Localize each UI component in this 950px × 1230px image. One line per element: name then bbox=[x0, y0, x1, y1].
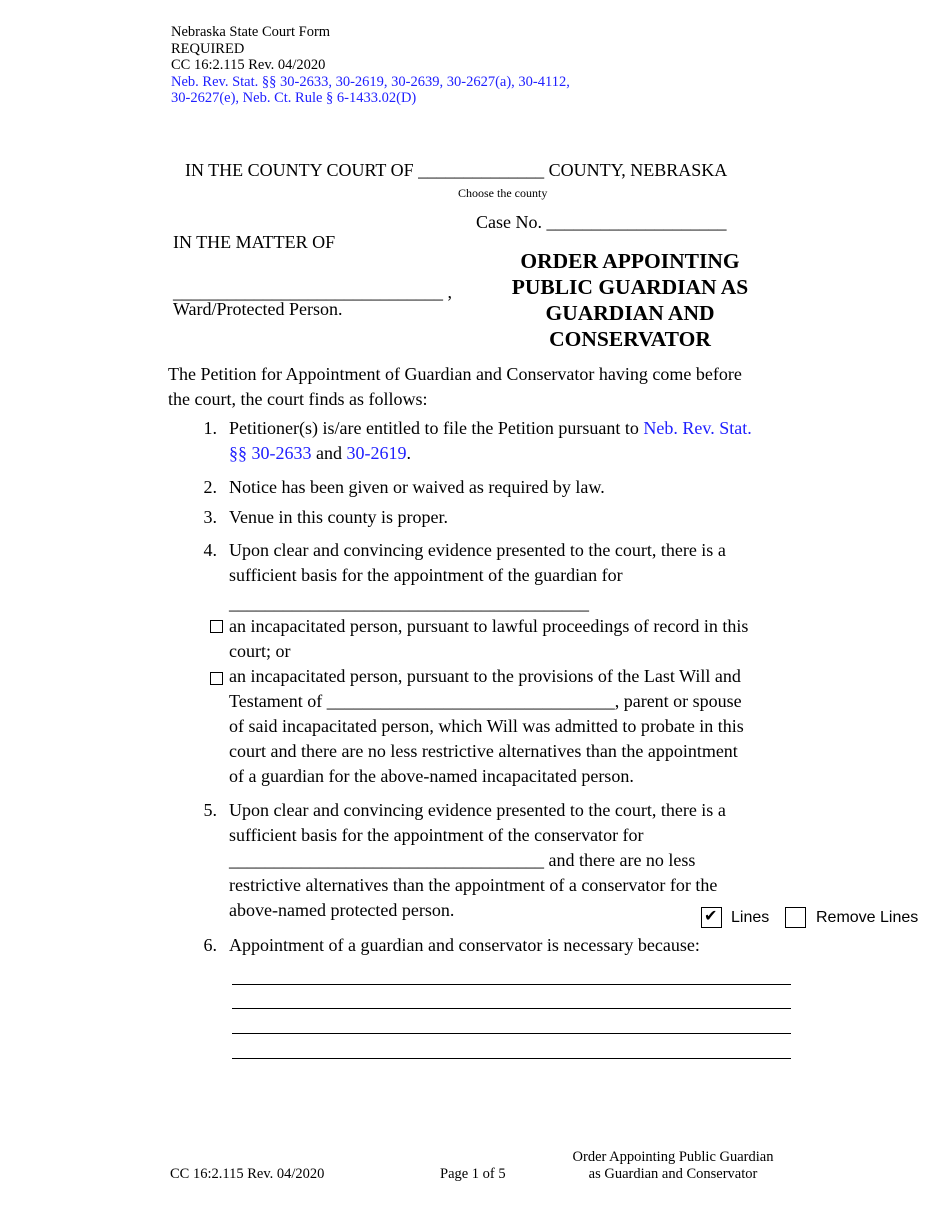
finding-4-line: Upon clear and convincing evidence presented to the court, there is a bbox=[229, 540, 726, 560]
option-line: court and there are no less restrictive alternatives than the appointment bbox=[229, 741, 738, 761]
statute-link[interactable]: §§ 30-2633 bbox=[229, 443, 312, 463]
intro-line: the court, the court finds as follows: bbox=[168, 389, 428, 409]
incapacitated-proceedings-checkbox[interactable] bbox=[210, 620, 223, 633]
intro-line: The Petition for Appointment of Guardian and Conservator having come before bbox=[168, 364, 742, 384]
conjunction: and bbox=[311, 443, 347, 463]
ward-name-blank[interactable]: ______________________________ , bbox=[173, 282, 452, 302]
remove-lines-label: Remove Lines bbox=[816, 909, 919, 926]
checkmark-icon: ✔ bbox=[704, 908, 718, 925]
guardian-ward-blank[interactable]: ________________________________________ bbox=[229, 593, 589, 613]
item-number: 1. bbox=[203, 418, 217, 438]
statute-link[interactable]: Neb. Rev. Stat. bbox=[643, 418, 752, 438]
title-line: CONSERVATOR bbox=[549, 327, 711, 351]
finding-4-line: sufficient basis for the appointment of the guardian for bbox=[229, 565, 623, 585]
form-required-label: REQUIRED bbox=[171, 40, 245, 57]
remove-lines-checkbox[interactable] bbox=[785, 907, 806, 928]
form-id-label: CC 16:2.115 Rev. 04/2020 bbox=[171, 57, 326, 73]
item-number: 6. bbox=[203, 935, 217, 955]
option-line: court; or bbox=[229, 641, 291, 661]
option-line: of a guardian for the above-named incapacitated person. bbox=[229, 766, 634, 786]
footer-form-title bbox=[540, 1149, 806, 1183]
reason-input-line[interactable] bbox=[232, 1058, 791, 1059]
in-the-matter-of: IN THE MATTER OF bbox=[173, 232, 336, 252]
item-number: 3. bbox=[203, 507, 217, 527]
statute-link[interactable]: 30-2619 bbox=[346, 443, 407, 463]
finding-5-line: above-named protected person. bbox=[229, 900, 455, 920]
finding-1 bbox=[229, 416, 809, 466]
footer-title-line: Order Appointing Public Guardian bbox=[572, 1149, 774, 1165]
form-header bbox=[171, 24, 570, 107]
conservator-ward-field[interactable]: ___________________________________ and there are no less bbox=[229, 850, 696, 870]
item-number: 4. bbox=[203, 540, 217, 560]
option-line: of said incapacitated person, which Will was admitted to probate in this bbox=[229, 716, 744, 736]
document-title bbox=[480, 248, 780, 352]
footer-title-line: as Guardian and Conservator bbox=[588, 1166, 758, 1182]
statute-reference-line-1[interactable]: Neb. Rev. Stat. §§ 30-2633, 30-2619, 30-2639, 30-2627(a), 30-4112, bbox=[171, 73, 570, 90]
finding-4 bbox=[229, 538, 726, 588]
lines-checkbox[interactable] bbox=[701, 907, 722, 928]
finding-1-text: Petitioner(s) is/are entitled to file the Petition pursuant to bbox=[229, 418, 644, 438]
reason-input-line[interactable] bbox=[232, 984, 791, 985]
title-line: GUARDIAN AND bbox=[545, 301, 715, 325]
footer-form-id: CC 16:2.115 Rev. 04/2020 bbox=[170, 1166, 325, 1182]
finding-5-line: sufficient basis for the appointment of the conservator for bbox=[229, 825, 644, 845]
finding-5 bbox=[229, 798, 726, 923]
testator-name-field[interactable]: Testament of ________________________________, parent or spouse bbox=[229, 691, 742, 711]
county-hint: Choose the county bbox=[458, 186, 548, 200]
item-number: 2. bbox=[203, 477, 217, 497]
finding-6: Appointment of a guardian and conservator is necessary because: bbox=[229, 935, 700, 955]
title-line: ORDER APPOINTING bbox=[520, 249, 740, 273]
lines-label: Lines bbox=[731, 909, 770, 926]
finding-2: Notice has been given or waived as required by law. bbox=[229, 477, 605, 497]
court-line: IN THE COUNTY COURT OF ______________ COUNTY, NEBRASKA bbox=[185, 160, 728, 180]
statute-reference-line-2[interactable]: 30-2627(e), Neb. Ct. Rule § 6-1433.02(D) bbox=[171, 90, 417, 106]
title-line: PUBLIC GUARDIAN AS bbox=[511, 275, 749, 299]
option-line: an incapacitated person, pursuant to lawful proceedings of record in this bbox=[229, 616, 749, 636]
finding-3: Venue in this county is proper. bbox=[229, 507, 448, 527]
finding-5-line: restrictive alternatives than the appointment of a conservator for the bbox=[229, 875, 718, 895]
reason-input-line[interactable] bbox=[232, 1008, 791, 1009]
item-number: 5. bbox=[203, 800, 217, 820]
option-1-text bbox=[229, 614, 748, 664]
ward-label: Ward/Protected Person. bbox=[173, 299, 343, 319]
reason-input-line[interactable] bbox=[232, 1033, 791, 1034]
finding-5-line: Upon clear and convincing evidence presented to the court, there is a bbox=[229, 800, 726, 820]
period: . bbox=[406, 443, 411, 463]
option-line: an incapacitated person, pursuant to the provisions of the Last Will and bbox=[229, 666, 741, 686]
footer-page-number: Page 1 of 5 bbox=[440, 1166, 506, 1182]
form-state-label: Nebraska State Court Form bbox=[171, 24, 331, 40]
case-number[interactable]: Case No. ____________________ bbox=[476, 212, 727, 232]
intro-paragraph bbox=[168, 362, 742, 412]
option-2-text bbox=[229, 664, 744, 789]
incapacitated-will-checkbox[interactable] bbox=[210, 672, 223, 685]
